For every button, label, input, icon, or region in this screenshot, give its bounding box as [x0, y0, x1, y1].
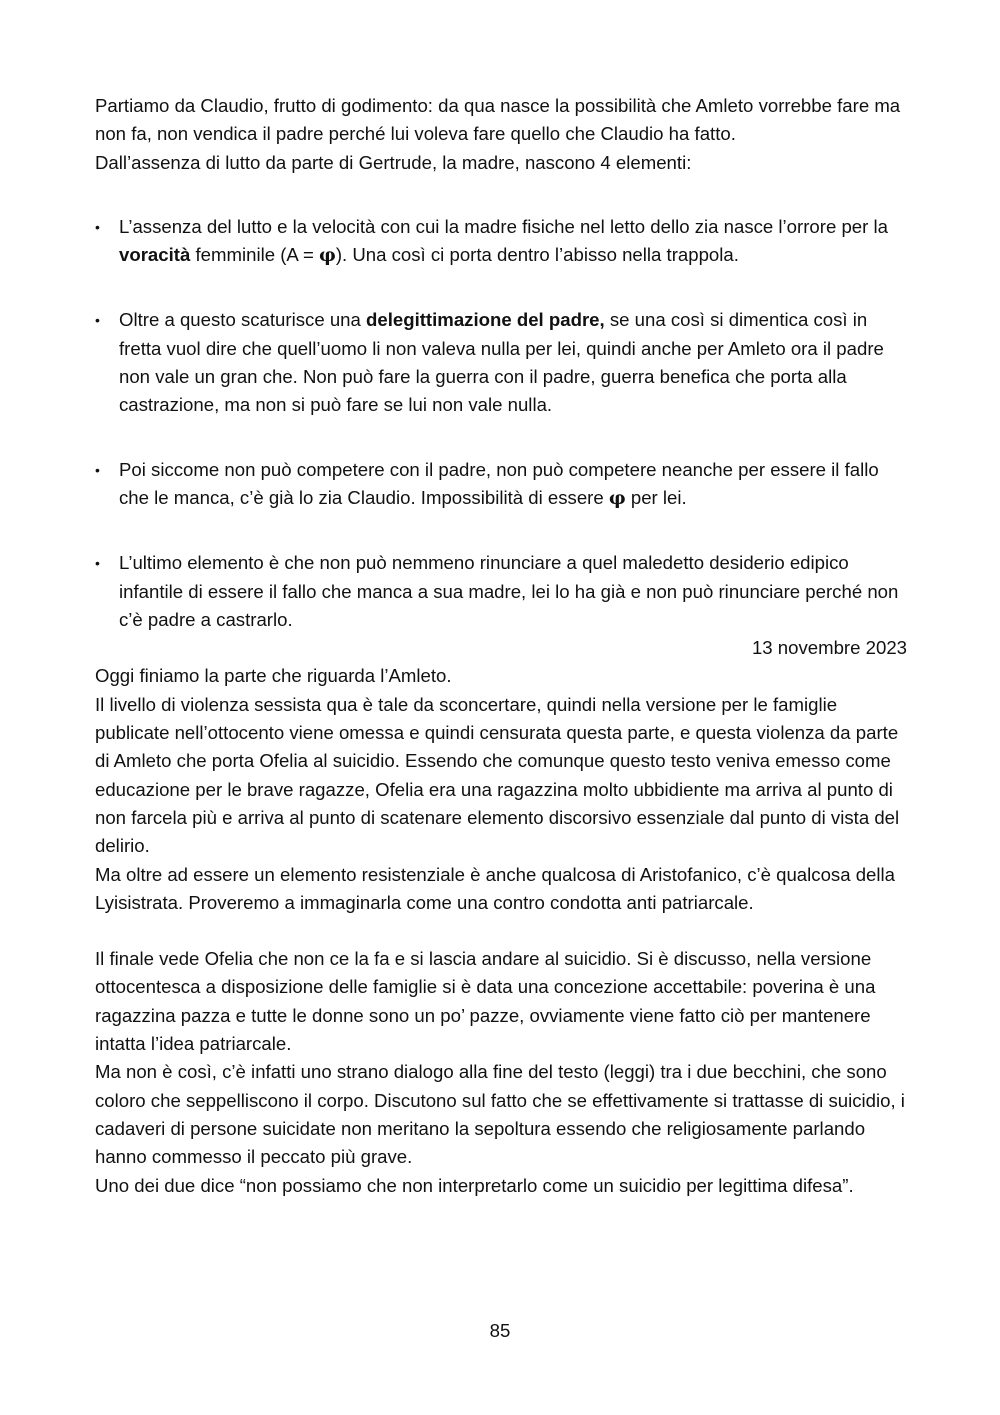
list-item: • L’ultimo elemento è che non può nemmeno rinunciare a quel maledetto desiderio edipico infantile di essere il fallo che manca a sua madre, lei lo ha già e non può rinunciare perché non c’è padre a castrarlo. — [95, 549, 907, 634]
list-item: • Poi siccome non può competere con il padre, non può competere neanche per essere il fallo che le manca, c’è già lo zia Claudio. Impossibilità di essere φ per lei. — [95, 456, 907, 514]
body-paragraph-6: Uno dei due dice “non possiamo che non interpretarlo come un suicidio per legittima difesa”. — [95, 1174, 854, 1196]
list-item: • Oltre a questo scaturisce una delegittimazione del padre, se una così si dimentica così in fretta vuol dire che quell’uomo li non valeva nulla per lei, quindi anche per Amleto ora il padre non vale un gran che. Non può fare la guerra con il padre, guerra benefica che porta alla castrazione, ma non si può fare se lui non vale nulla. — [95, 306, 907, 419]
list-item: • L’assenza del lutto e la velocità con cui la madre fisiche nel letto dello zia nasce l’orrore per la voracità femminile (A = φ). Una così ci porta dentro l’abisso nella trappola. — [95, 213, 907, 271]
lecture-date: 13 novembre 2023 — [751, 637, 907, 659]
page-number: 85 — [489, 1320, 511, 1341]
spacer — [95, 177, 907, 213]
intro-paragraph-2: Dall’assenza di lutto da parte di Gertrude, la madre, nascono 4 elementi: — [95, 151, 692, 173]
body-paragraph-1: Oggi finiamo la parte che riguarda l’Amleto. — [95, 665, 452, 687]
document-page — [95, 92, 907, 1200]
intro-paragraph-1: Partiamo da Claudio, frutto di godimento: da qua nasce la possibilità che Amleto vorrebbe fare ma non fa, non vendica il padre perché lui voleva fare quello che Claudio ha fatto. — [95, 95, 901, 145]
body-paragraph-3: Ma oltre ad essere un elemento resistenziale è anche qualcosa di Aristofanico, c’è qualcosa della Lyisistrata. Proveremo a immaginarla come una contro condotta anti patriarcale. — [95, 863, 896, 913]
body-paragraph-5: Ma non è così, c’è infatti uno strano dialogo alla fine del testo (leggi) tra i due becchini, che sono coloro che seppelliscono il corpo. Discutono sul fatto che se effettivamente si trattasse di suicidio, i cadaveri di persone suicidate non meritano la sepoltura essendo che religiosamente parlando hanno commesso il peccato più grave. — [95, 1061, 905, 1168]
phi-symbol: φ — [318, 245, 336, 267]
bold-term-delegittimazione: delegittimazione del padre, — [366, 309, 605, 331]
bold-term-voracita: voracità — [119, 244, 191, 266]
elements-list — [95, 213, 907, 634]
phi-symbol: φ — [608, 487, 626, 509]
body-paragraph-2: Il livello di violenza sessista qua è tale da sconcertare, quindi nella versione per le famiglie publicate nell’ottocento viene omessa e quindi censurata questa parte, e questa violenza da parte di Amleto che porta Ofelia al suicidio. Essendo che comunque questo testo veniva emesso come educazione per le brave ragazze, Ofelia era una ragazzina molto ubbidiente ma arriva al punto di non farcela più e arriva al punto di scatenare elemento discorsivo essenziale dal punto di vista del delirio. — [95, 693, 900, 857]
spacer — [95, 917, 907, 945]
body-paragraph-4: Il finale vede Ofelia che non ce la fa e si lascia andare al suicidio. Si è discusso, nella versione ottocentesca a disposizione delle famiglie si è data una concezione accettabile: poverina è una ragazzina pazza e tutte le donne sono un po’ pazze, ovviamente viene fatto ciò per mantenere intatta l’idea patriarcale. — [95, 948, 876, 1055]
